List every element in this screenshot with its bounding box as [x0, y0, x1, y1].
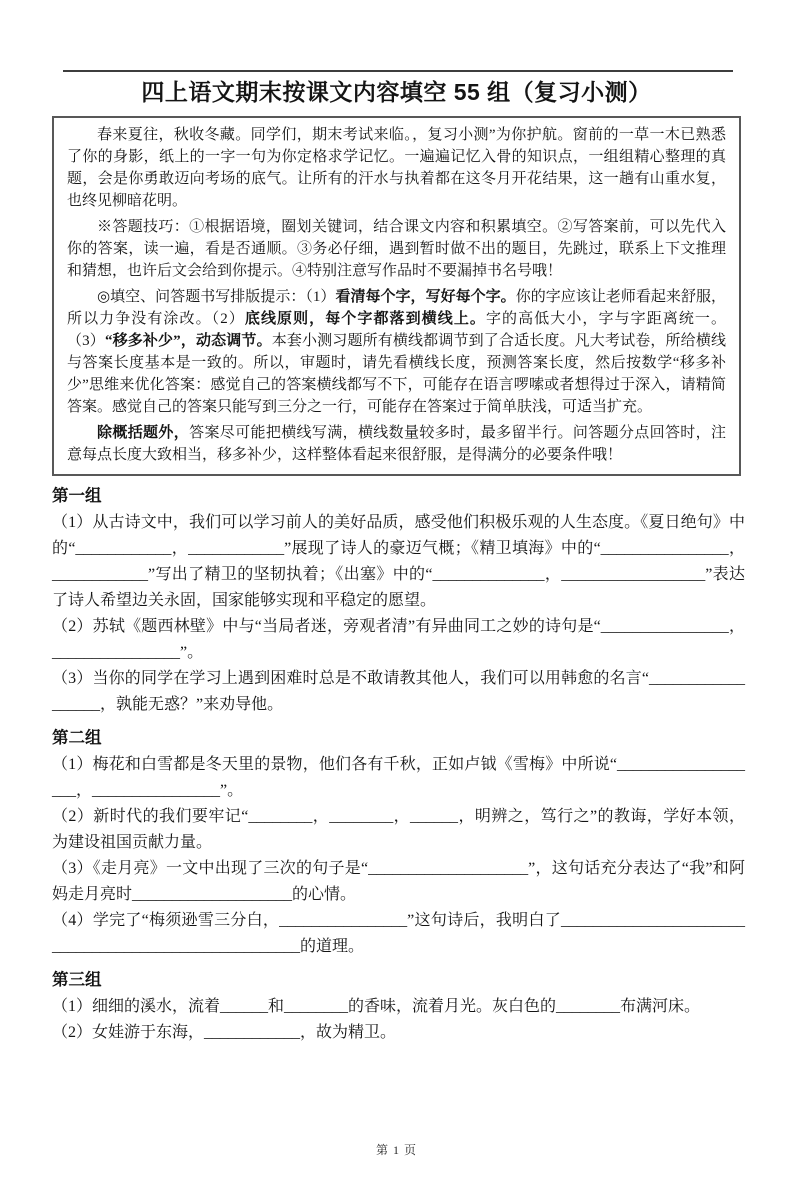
intro-box [52, 116, 741, 476]
group-1-heading: 第一组 [52, 487, 102, 505]
intro-paragraph-layout-tips [67, 286, 726, 418]
group-2-heading: 第二组 [52, 729, 102, 747]
group-3-question-1: （1）细细的溪水，流着______和________的香味，流着月光。灰白色的________布满河床。 [52, 998, 701, 1015]
intro-p3-bold-2: 底线原则，每个字都落到横线上。 [244, 311, 486, 327]
page-title: 四上语文期末按课文内容填空 55 组（复习小测） [141, 79, 652, 105]
question-groups [52, 482, 745, 1046]
intro-p3-text-3: 字的高低大小，字与字距离统一。（3） [67, 311, 726, 349]
group-2-question-3: （3）《走月亮》一文中出现了三次的句子是“____________________”，这句话充分表达了“我”和阿妈走月亮时____________________的心情。 [52, 860, 745, 903]
group-2-question-4: （4）学完了“梅须逊雪三分白，________________”这句诗后，我明白了______________________________________________________的道理。 [52, 912, 745, 955]
group-2 [52, 724, 745, 960]
group-1-question-3: （3）当你的同学在学习上遇到困难时总是不敢请教其他人，我们可以用韩愈的名言“__________________，孰能无惑？”来劝导他。 [52, 670, 745, 713]
group-3-question-2: （2）女娃游于东海，____________，故为精卫。 [52, 1024, 397, 1041]
intro-p3-text-1: ◎填空、问答题书写排版提示：（1） [97, 289, 336, 305]
intro-paragraph-welcome: 春来夏往，秋收冬藏。同学们，期末考试来临。，复习小测”为你护航。窗前的一草一木已熟悉了你的身影，纸上的一字一句为你定格求学记忆。一遍遍记忆入骨的知识点，一组组精心整理的真题，会是你勇敢迈向考场的底气。让所有的汗水与执着都在这冬月开花结果，这一趟有山重水复，也终见柳暗花明。 [67, 127, 726, 209]
intro-p4-text: 答案尽可能把横线写满，横线数量较多时，最多留半行。问答题分点回答时，注意每点长度大致相当，移多补少，这样整体看起来很舒服，是得满分的必要条件哦！ [67, 425, 726, 463]
intro-p3-text-2: 你的字应该让老师看起来舒服，所以力争没有涂改。（2） [67, 289, 726, 327]
page-number: 第 1 页 [375, 1143, 417, 1157]
group-2-question-2: （2）新时代的我们要牢记“________，________，______，明辨之，笃行之”的教诲，学好本领，为建设祖国贡献力量。 [52, 808, 745, 851]
intro-p3-bold-1: 看清每个字，写好每个字。 [335, 289, 516, 305]
intro-p4-bold: 除概括题外， [97, 425, 190, 441]
intro-p3-bold-3: “移多补少”，动态调节。 [104, 333, 272, 349]
group-3 [52, 966, 745, 1046]
group-3-heading: 第三组 [52, 971, 102, 989]
group-2-question-1: （1）梅花和白雪都是冬天里的景物，他们各有千秋，正如卢钺《雪梅》中所说“___________________，________________”。 [52, 756, 745, 799]
intro-paragraph-summary [67, 422, 726, 466]
group-1-question-2: （2）苏轼《题西林壁》中与“当局者迷，旁观者清”有异曲同工之妙的诗句是“________________，________________”。 [52, 618, 745, 661]
intro-p3-text-4: 本套小测习题所有横线都调节到了合适长度。凡大考试卷，所给横线与答案长度基本是一致的。所以，审题时，请先看横线长度，预测答案长度，然后按数学“移多补少”思维来优化答案：感觉自己的答案横线都写不下，可能存在语言啰嗦或者想得过于深入，请精简答案。感觉自己的答案只能写到三分之一行，可能存在答案过于简单肤浅，可适当扩充。 [67, 333, 726, 415]
group-1-question-1: （1）从古诗文中，我们可以学习前人的美好品质，感受他们积极乐观的人生态度。《夏日绝句》中的“____________，____________”展现了诗人的豪迈气概；《精卫填海》中的“________________，____________”写出了精卫的坚韧执着；《出塞》中的“______________，__________________”表达了诗人希望边关永固，国家能够实现和平稳定的愿望。 [52, 514, 745, 609]
header-divider [63, 70, 733, 72]
intro-paragraph-tips: ※答题技巧：①根据语境，圈划关键词，结合课文内容和积累填空。②写答案前，可以先代入你的答案，读一遍，看是否通顺。③务必仔细，遇到暂时做不出的题目，先跳过，联系上下文推理和猜想，也许后文会给到你提示。④特别注意写作品时不要漏掉书名号哦！ [67, 219, 726, 279]
document-page [0, 70, 793, 1192]
group-1 [52, 482, 745, 718]
